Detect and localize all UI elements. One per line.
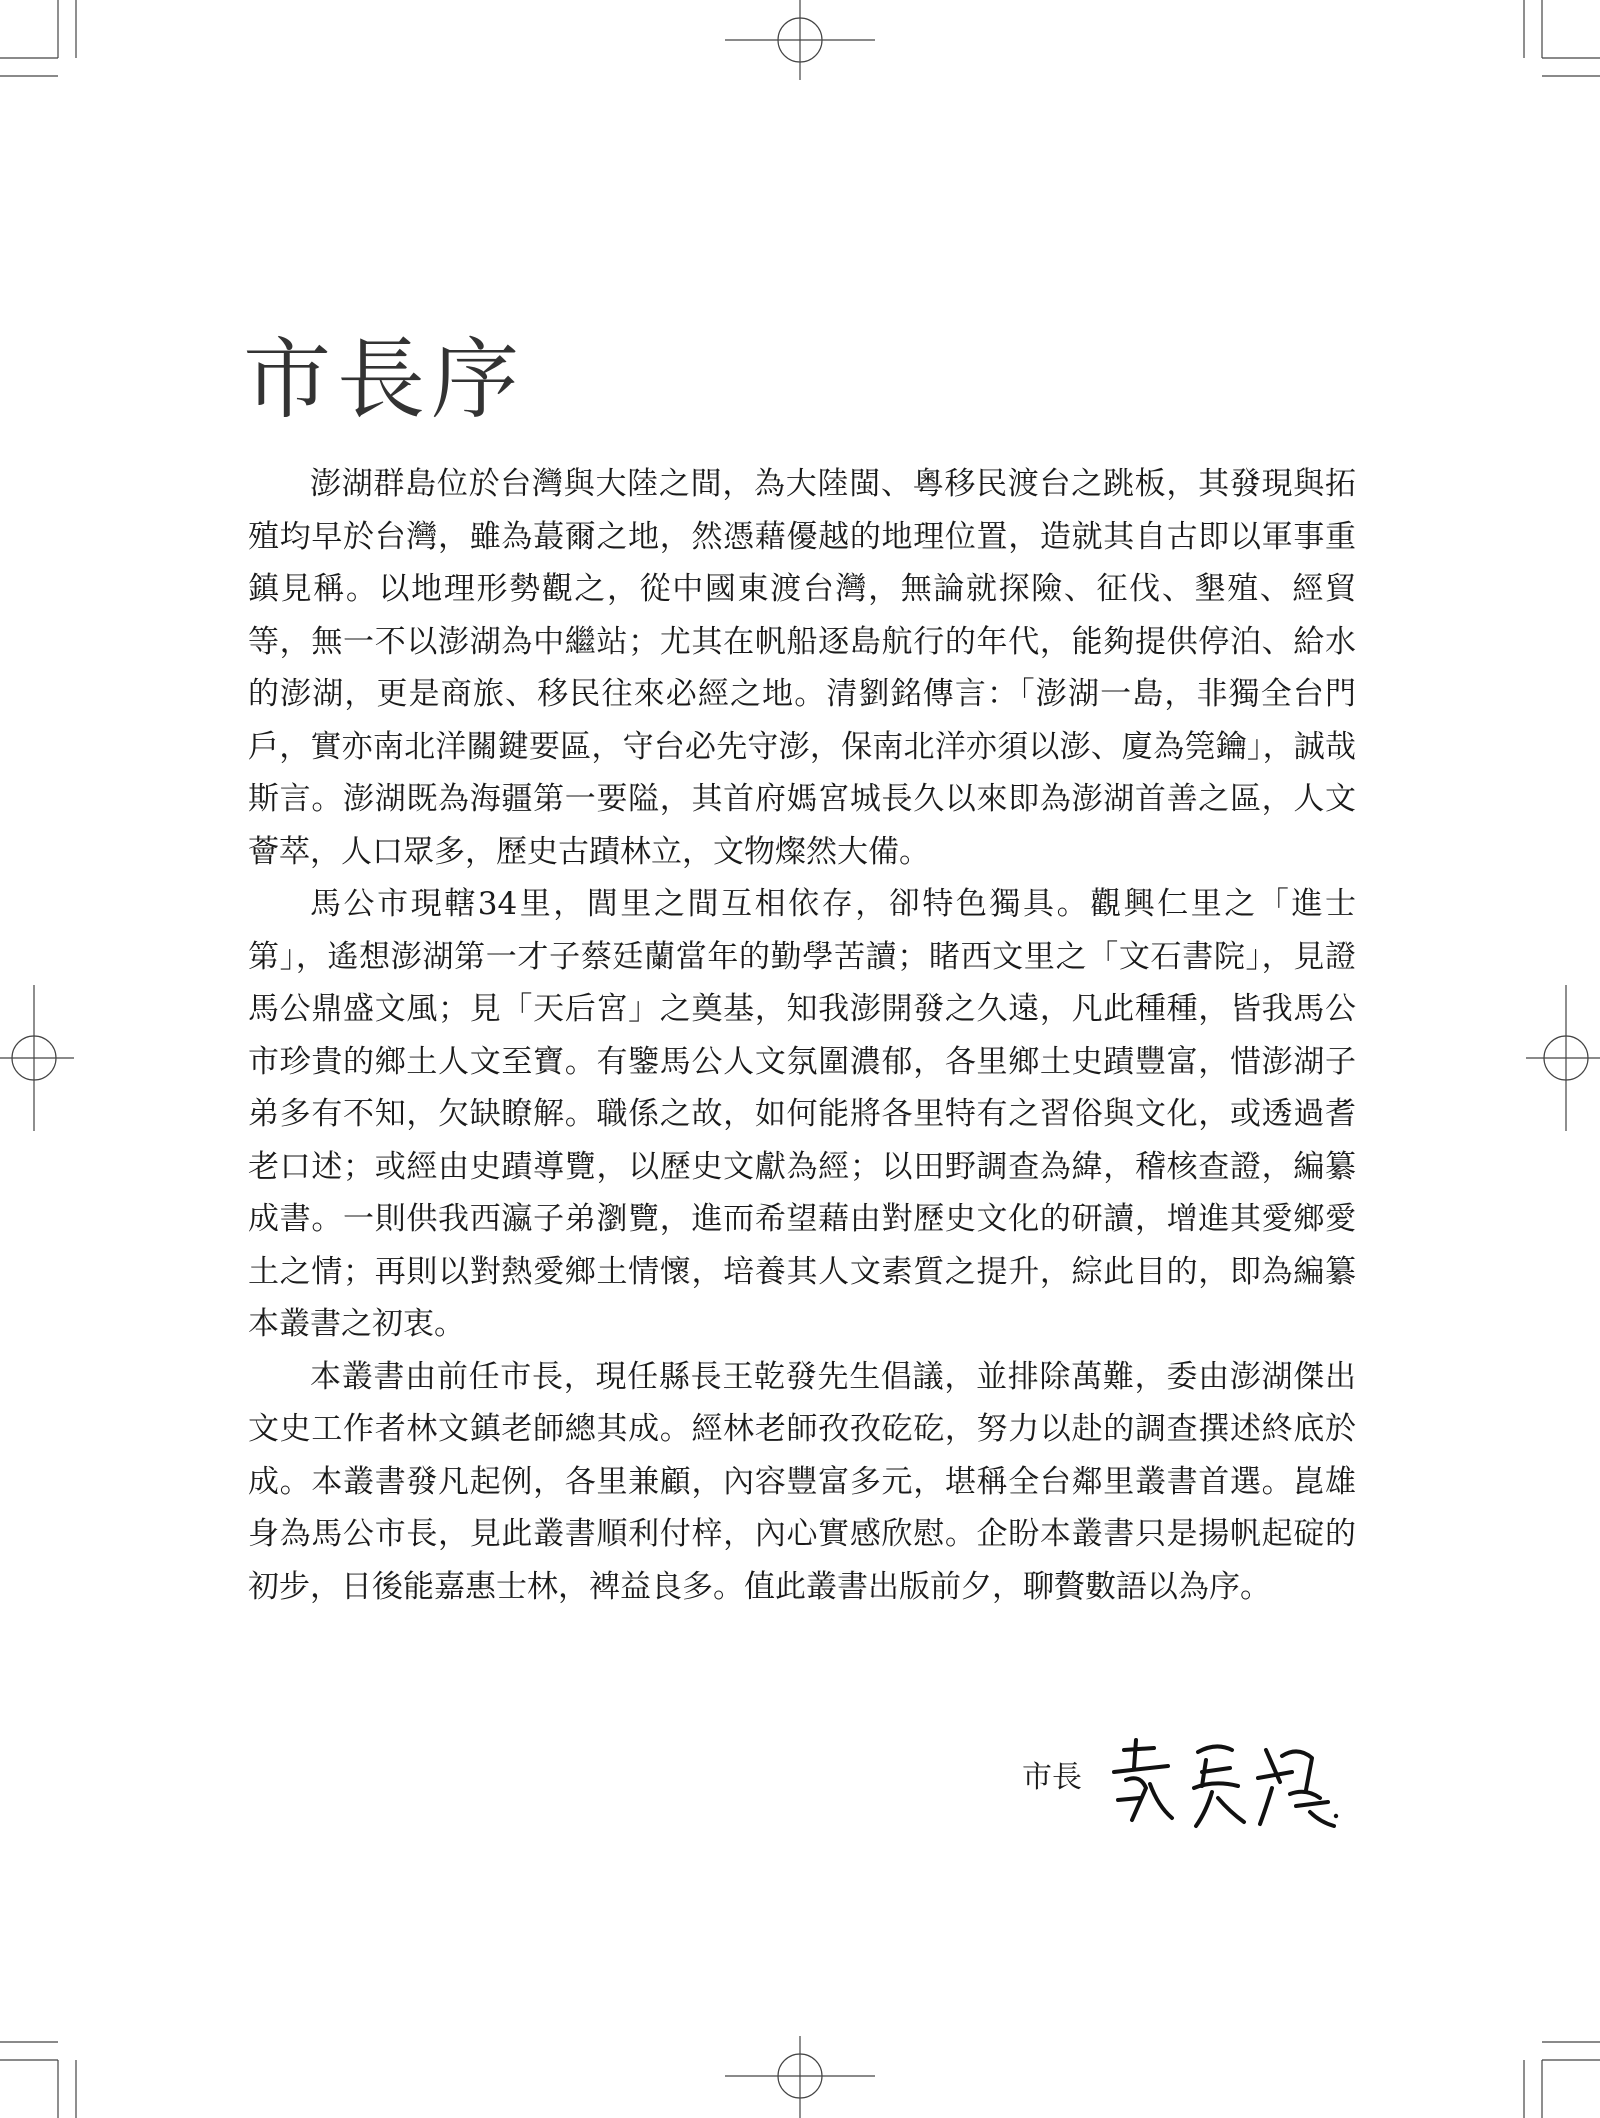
signature-label: 市長 [1022,1760,1082,1795]
paragraph-2: 馬公市現轄34里，閭里之間互相依存，卻特色獨具。觀興仁里之「進士第」，遙想澎湖第一才子蔡廷蘭當年的勤學苦讀；睹西文里之「文石書院」，見證馬公鼎盛文風；見「天后宮」之奠基，知我澎開發之久遠，凡此種種，皆我馬公市珍貴的鄉土人文至寶。有鑒馬公人文氛圍濃郁，各里鄉土史蹟豐富，惜澎湖子弟多有不知，欠缺瞭解。職係之故，如何能將各里特有之習俗與文化，或透過耆老口述；或經由史蹟導覽，以歷史文獻為經；以田野調查為緯，稽核查證，編纂成書。一則供我西瀛子弟瀏覽，進而希望藉由對歷史文化的研讀，增進其愛鄉愛土之情；再則以對熱愛鄉土情懷，培養其人文素質之提升，綜此目的，即為編纂本叢書之初衷。 [248,886,1356,1342]
corner-crop-mark-bottom-left [0,2042,76,2118]
body-text [248,458,1356,1613]
handwritten-signature [1106,1728,1346,1838]
corner-crop-mark-bottom-right [1524,2042,1600,2118]
registration-mark-bottom [725,2036,875,2118]
registration-mark-right [1526,985,1600,1131]
registration-mark-top [725,0,875,80]
paragraph-3: 本叢書由前任市長，現任縣長王乾發先生倡議，並排除萬難，委由澎湖傑出文史工作者林文鎮老師總其成。經林老師孜孜矻矻，努力以赴的調查撰述終底於成。本叢書發凡起例，各里兼顧，內容豐富多元，堪稱全台鄰里叢書首選。崑雄身為馬公市長，見此叢書順利付梓，內心實感欣慰。企盼本叢書只是揚帆起碇的初步，日後能嘉惠士林，裨益良多。值此叢書出版前夕，聊贅數語以為序。 [248,1358,1356,1605]
paragraph-1: 澎湖群島位於台灣與大陸之間，為大陸閩、粵移民渡台之跳板，其發現與拓殖均早於台灣，雖為蕞爾之地，然憑藉優越的地理位置，造就其自古即以軍事重鎮見稱。以地理形勢觀之，從中國東渡台灣，無論就探險、征伐、墾殖、經貿等，無一不以澎湖為中繼站；尤其在帆船逐島航行的年代，能夠提供停泊、給水的澎湖，更是商旅、移民往來必經之地。清劉銘傳言：「澎湖一島，非獨全台門戶，實亦南北洋關鍵要區，守台必先守澎，保南北洋亦須以澎、廈為筦鑰」，誠哉斯言。澎湖既為海疆第一要隘，其首府媽宮城長久以來即為澎湖首善之區，人文薈萃，人口眾多，歷史古蹟林立，文物燦然大備。 [248,466,1356,870]
corner-crop-mark-top-left [0,0,76,76]
registration-mark-left [0,985,74,1131]
corner-crop-mark-top-right [1524,0,1600,76]
page-title: 市長序 [243,328,526,431]
